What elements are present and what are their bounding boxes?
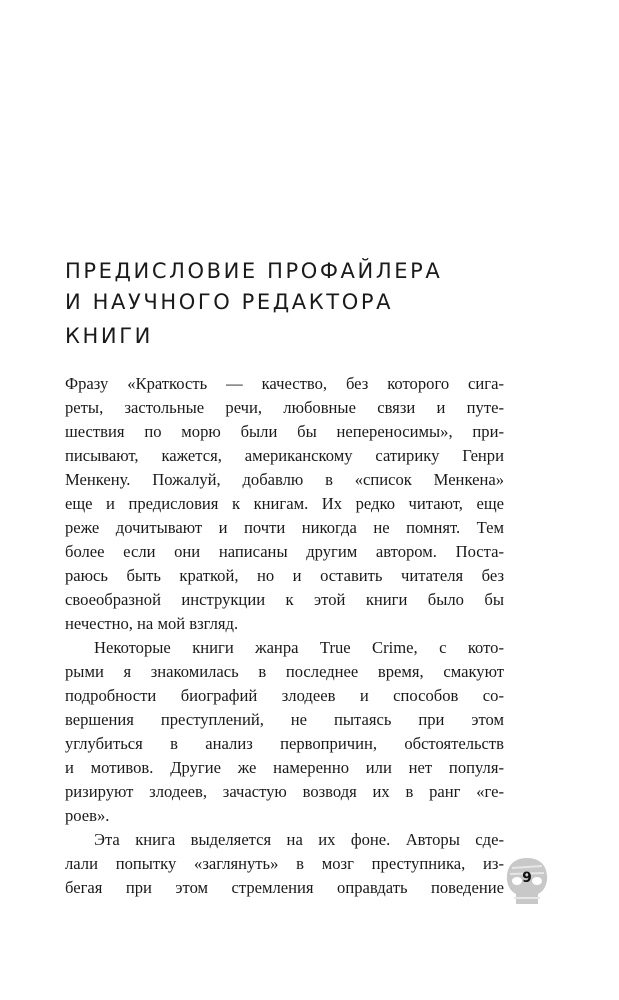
text-line: и мотивов. Другие же намеренно или нет популя-	[65, 758, 504, 777]
text-line: подробности биографий злодеев и способов со-	[65, 686, 504, 705]
text-line: рыми я знакомилась в последнее время, смакуют	[65, 662, 504, 681]
text-line: вершения преступлений, не пытаясь при этом	[65, 710, 504, 729]
text-line: бегая при этом стремления оправдать поведение	[65, 878, 504, 897]
text-line: ризируют злодеев, зачастую возводя их в ранг «ге-	[65, 782, 504, 801]
text-line: раюсь быть краткой, но и оставить читателя без	[65, 566, 504, 585]
text-line: Фразу «Краткость — качество, без которого сига-	[65, 374, 504, 393]
text-line: Некоторые книги жанра True Crime, с кото-	[94, 638, 504, 657]
text-line: Эта книга выделяется на их фоне. Авторы сде-	[94, 830, 504, 849]
text-line: роев».	[65, 806, 110, 825]
text-line: шествия по морю были бы непереносимы», при-	[65, 422, 504, 441]
text-line: еще и предисловия к книгам. Их редко читают, еще	[65, 494, 504, 513]
text-line: углубиться в анализ первопричин, обстоятельств	[65, 734, 504, 753]
chapter-heading	[65, 256, 442, 352]
heading-line: ПРЕДИСЛОВИЕ ПРОФАЙЛЕРА	[65, 259, 443, 283]
body-text	[65, 372, 504, 900]
text-line: Менкену. Пожалуй, добавлю в «список Менкена»	[65, 470, 504, 489]
page-number-badge	[504, 856, 550, 910]
page-number: 9	[522, 870, 532, 886]
heading-line: КНИГИ	[65, 324, 153, 348]
text-line: более если они написаны другим автором. Поста-	[65, 542, 504, 561]
text-line: лали попытку «заглянуть» в мозг преступника, из-	[65, 854, 504, 873]
text-line: нечестно, на мой взгляд.	[65, 614, 239, 633]
text-line: реже дочитывают и почти никогда не помнят. Тем	[65, 518, 504, 537]
text-line: своеобразной инструкции к этой книги было бы	[65, 590, 504, 609]
heading-line: И НАУЧНОГО РЕДАКТОРА	[65, 290, 394, 314]
text-line: реты, застольные речи, любовные связи и путе-	[65, 398, 504, 417]
text-line: писывают, кажется, американскому сатирику Генри	[65, 446, 504, 465]
